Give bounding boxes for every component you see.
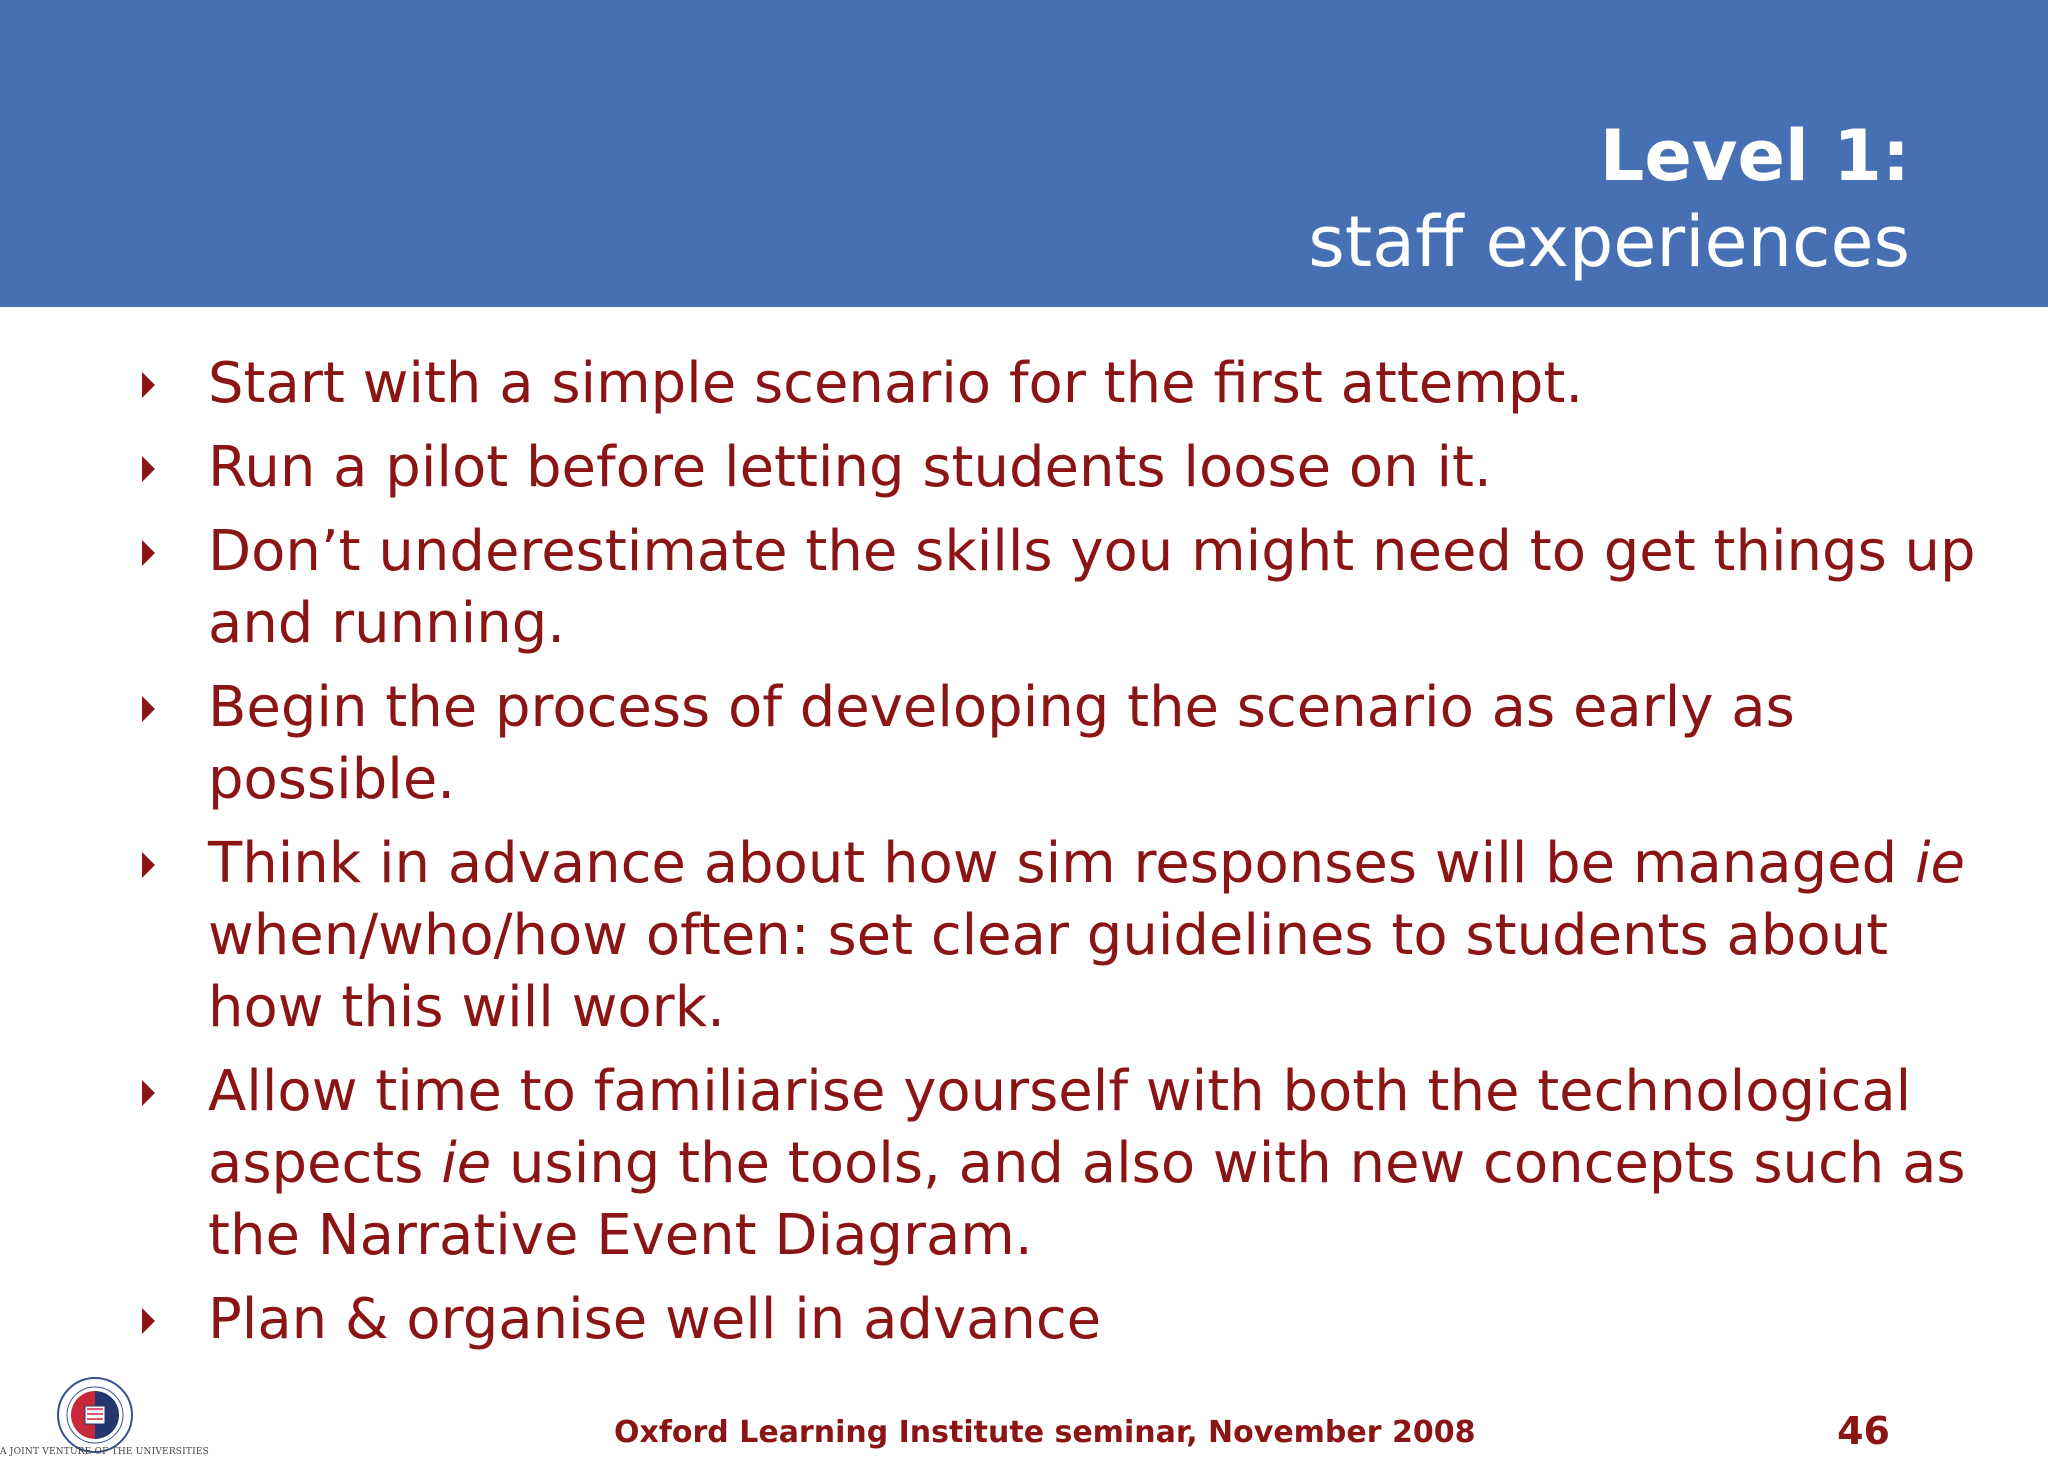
- page-number: 46: [1837, 1409, 1890, 1453]
- bullet-text: [208, 675, 1795, 812]
- bullet-text-segment: using the tools, and also with new concepts such as the Narrative Event Diagram.: [208, 1131, 1966, 1268]
- bullet-item: [0, 1284, 2048, 1356]
- slide-title: Level 1:: [1599, 115, 1910, 197]
- bullet-text-segment: Run a pilot before letting students loose on it.: [208, 435, 1492, 500]
- bullet-item: [0, 348, 2048, 420]
- bullet-text-segment: Don’t underestimate the skills you might need to get things up and running.: [208, 519, 1976, 656]
- bullet-text: [208, 1059, 1966, 1268]
- bullet-item: [0, 1056, 2048, 1272]
- italic-abbreviation: ie: [1914, 831, 1965, 896]
- title-banner: [0, 0, 2048, 307]
- right-triangle-bullet-icon: [142, 1308, 155, 1334]
- bullet-text-segment: Plan & organise well in advance: [208, 1287, 1102, 1352]
- bullet-text-segment: when/who/how often: set clear guidelines to students about how this will work.: [208, 903, 1889, 1040]
- right-triangle-bullet-icon: [142, 372, 155, 398]
- bullet-item: [0, 516, 2048, 660]
- bullet-text-segment: Think in advance about how sim responses will be managed: [208, 831, 1915, 896]
- bullet-text: [208, 435, 1492, 500]
- bullet-text-segment: Begin the process of developing the scenario as early as possible.: [208, 675, 1795, 812]
- right-triangle-bullet-icon: [142, 696, 155, 722]
- right-triangle-bullet-icon: [142, 852, 155, 878]
- bullet-text: [208, 1287, 1101, 1352]
- bullet-item: [0, 828, 2048, 1044]
- right-triangle-bullet-icon: [142, 456, 155, 482]
- logo-caption: A JOINT VENTURE OF THE UNIVERSITIES: [0, 1447, 210, 1457]
- footer-text: Oxford Learning Institute seminar, November 2008: [614, 1415, 1476, 1450]
- right-triangle-bullet-icon: [142, 540, 155, 566]
- bullet-text-segment: Start with a simple scenario for the first attempt.: [208, 351, 1584, 416]
- bullet-item: [0, 432, 2048, 504]
- university-crest-logo-icon: [56, 1376, 134, 1454]
- slide-subtitle: staff experiences: [1308, 201, 1910, 283]
- bullet-text: [208, 351, 1583, 416]
- italic-abbreviation: ie: [441, 1131, 492, 1196]
- bullet-text: [208, 831, 1965, 1040]
- bullet-item: [0, 672, 2048, 816]
- bullet-text-segment: Allow time to familiarise yourself with both the technological aspects: [208, 1059, 1912, 1196]
- bullet-list: [0, 348, 2048, 1368]
- right-triangle-bullet-icon: [142, 1080, 155, 1106]
- bullet-text: [208, 519, 1976, 656]
